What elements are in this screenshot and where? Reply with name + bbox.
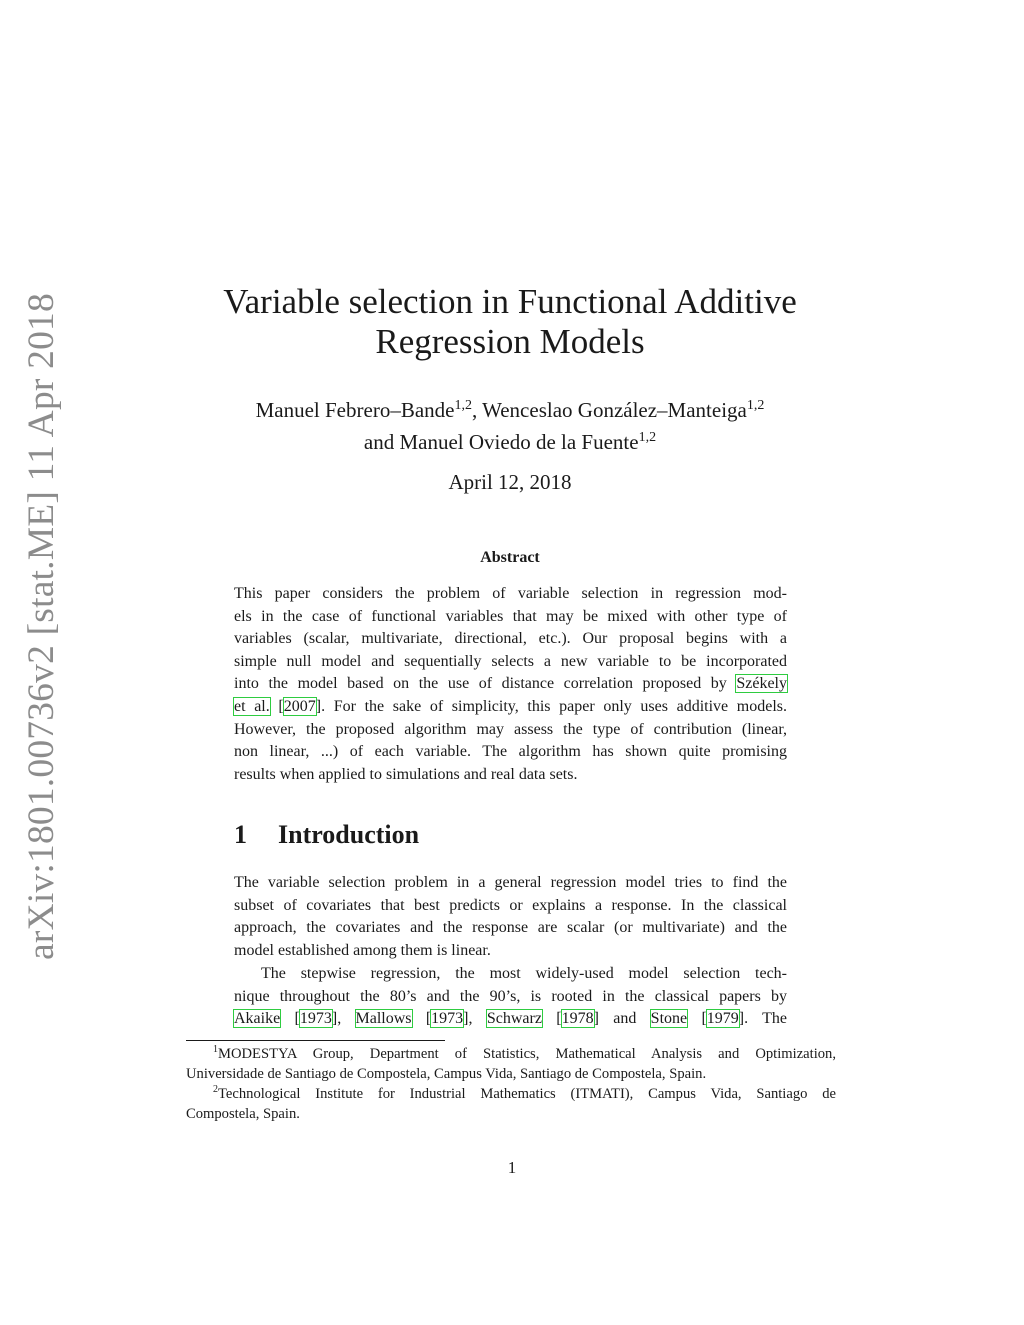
paper-date: April 12, 2018 [448,470,572,494]
title-line-2: Regression Models [375,322,645,361]
author-2: Wenceslao González–Manteiga [482,398,747,422]
paper-title [170,282,850,362]
citation-stone-link[interactable]: Stone [650,1010,688,1028]
author-line-1 [150,394,870,426]
footnote-1-mark: 1 [213,1044,218,1055]
citation-year-1979-link[interactable]: 1979 [706,1010,739,1028]
abstract-line: non linear, ...) of each variable. The algorithm has shown quite promising [234,743,787,761]
abstract-text: ]. For the sake of simplicity, this paper only uses additive models. [315,697,788,715]
abstract-text: into the model based on the use of distance correlation proposed by [234,675,737,693]
citation-mallows-link[interactable]: Mallows [355,1010,412,1028]
section-heading-introduction [234,820,419,850]
footnote-2-text: Technological Institute for Industrial Mathematics (ITMATI), Campus Vida, Santiago de [218,1086,836,1102]
footnote-divider [186,1040,445,1041]
body-text-and: and [613,1010,637,1028]
abstract-line: els in the case of functional variables that may be mixed with other type of [234,607,787,625]
citation-schwarz-link[interactable]: Schwarz [486,1010,542,1028]
author-3-affiliation: 1,2 [638,430,657,445]
author-2-affiliation: 1,2 [746,398,765,413]
page-number: 1 [507,1158,517,1177]
footnote-2-line: Compostela, Spain. [186,1106,300,1122]
footnote-1-text: MODESTYA Group, Department of Statistics, Mathematical Analysis and Optimization, [218,1046,836,1062]
abstract-line: This paper considers the problem of variable selection in regression mod- [234,585,787,602]
introduction-paragraph-1 [234,872,787,962]
body-line: Akaike [1973], Mallows [1973], Schwarz [1978] and Stone [1979]. The [234,1010,788,1028]
author-list [150,394,870,458]
footnote-2-line [186,1084,836,1104]
footnote-2-mark: 2 [213,1084,218,1095]
author-1: Manuel Febrero–Bande [255,398,455,422]
abstract-heading: Abstract [480,549,540,566]
body-line: The variable selection problem in a general regression model tries to find the [234,874,787,891]
abstract-line: However, the proposed algorithm may assess the type of contribution (linear, [234,720,787,738]
title-line-1: Variable selection in Functional Additive [223,282,797,321]
citation-akaike-link[interactable]: Akaike [234,1010,281,1028]
citation-year-1973b-link[interactable]: 1973 [431,1010,464,1028]
body-line: approach, the covariates and the response are scalar (or multivariate) and the [234,919,787,937]
abstract-text: [ [269,697,284,715]
footnote-1-line [186,1044,836,1064]
body-text-tail: The [762,1010,788,1028]
citation-year-2007-link[interactable]: 2007 [283,697,316,715]
section-title: Introduction [278,820,420,849]
author-3: and Manuel Oviedo de la Fuente [363,430,639,454]
author-separator: , [471,398,483,422]
abstract-line [234,696,787,719]
citation-year-1978-link[interactable]: 1978 [561,1010,594,1028]
citation-year-1973a-link[interactable]: 1973 [299,1010,332,1028]
abstract-line: simple null model and sequentially selects a new variable to be incorporated [234,652,787,670]
abstract-line [234,673,787,696]
introduction-paragraph-2 [234,963,787,1031]
body-line: The stepwise regression, the most widely-used model selection tech- [261,965,787,982]
body-line: subset of covariates that best predicts or explains a response. In the classical [234,896,787,914]
body-line: model established among them is linear. [234,941,491,959]
footnote-1-line: Universidade de Santiago de Compostela, Campus Vida, Santiago de Compostela, Spain. [186,1066,707,1082]
author-1-affiliation: 1,2 [454,398,472,413]
author-line-2 [150,426,870,458]
section-number: 1 [234,820,247,849]
citation-szekely-etal-link[interactable]: et al. [234,697,270,715]
citation-szekely-link[interactable]: Székely [736,675,787,693]
abstract-body [234,583,787,786]
abstract-line: results when applied to simulations and real data sets. [234,765,578,783]
footnotes [186,1044,836,1124]
arxiv-identifier-sidebar: arXiv:1801.00736v2 [stat.ME] 11 Apr 2018 [21,293,62,960]
body-line: nique throughout the 80’s and the 90’s, is rooted in the classical papers by [234,987,787,1005]
abstract-line: variables (scalar, multivariate, directional, etc.). Our proposal begins with a [234,630,787,648]
